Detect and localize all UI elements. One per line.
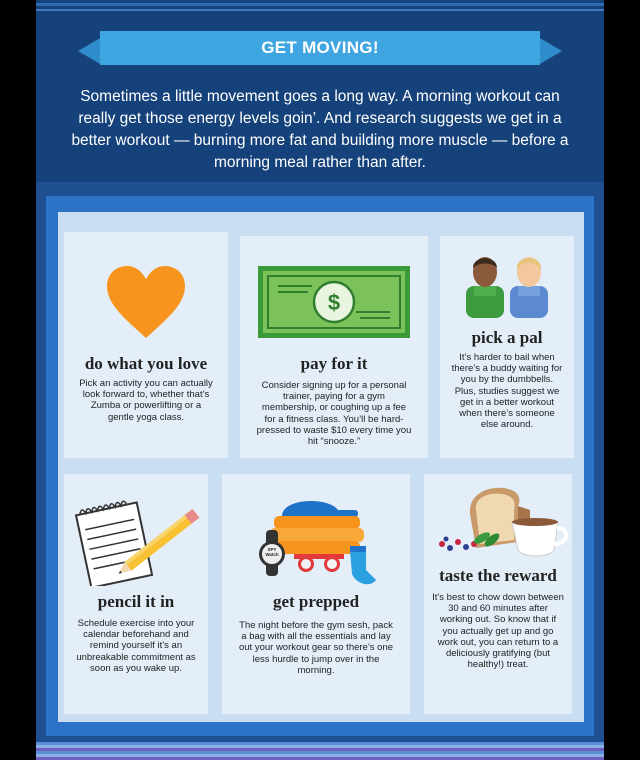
card-title: pick a pal (471, 328, 543, 347)
card-body: It’s best to chow down between 30 and 60 minutes after working out. So know that if you actually get up and go work out, you can return to a deliciously gratifying (but healthy!) treat. (432, 592, 564, 671)
banner-ribbon-right (538, 37, 562, 65)
card-body: Consider signing up for a personal trainer, paying for a gym membership, or coughing up a fee for a fitness class. You’ll be hard-pressed to waste $10 every time you hit “snooze.” (256, 380, 412, 448)
bottom-stripes (36, 742, 604, 760)
banner-ribbon-left (78, 37, 102, 65)
bread-coffee-icon (430, 484, 570, 564)
gym-gear-icon (252, 488, 382, 588)
card-title: pencil it in (97, 592, 175, 611)
card-body: The night before the gym sesh, pack a bag with all the essentials and lay out your workout gear so there’s one less hurdle to jump over in the morning. (238, 620, 394, 676)
tip-card-reward (424, 474, 572, 714)
dollar-bill-icon (258, 266, 410, 338)
svg-text:$: $ (327, 290, 341, 315)
tip-card-pay (240, 236, 428, 458)
card-body: It’s harder to bail when there’s a buddy waiting for you by the dumbbells. Plus, studies suggest we get in a better workout when there’s someone else around. (451, 352, 563, 431)
tip-card-pal (440, 236, 574, 458)
heart-icon (104, 264, 188, 340)
card-title: do what you love (84, 354, 208, 373)
tip-card-love (64, 232, 228, 458)
card-body: Pick an activity you can actually look forward to, whether that’s Zumba or powerlifting or a gentle yoga class. (79, 378, 213, 423)
card-title: get prepped (272, 592, 360, 611)
notepad-pencil-icon (74, 490, 204, 586)
tip-card-prepped (222, 474, 410, 714)
page-title: GET MOVING! (100, 31, 540, 65)
watch-face-label: SPY Watch (265, 547, 279, 557)
card-title: taste the reward (439, 566, 557, 585)
tip-card-pencil (64, 474, 208, 714)
two-friends-icon (464, 250, 550, 318)
intro-text: Sometimes a little movement goes a long way. A morning workout can really get those energy levels goin’. And research suggests we get in a better workout — burning more fat and building more muscle — before a morning meal rather than after. (71, 88, 569, 171)
card-title: pay for it (300, 354, 368, 373)
card-body: Schedule exercise into your calendar beforehand and remind yourself it’s an unbreakable commitment as soon as you wake up. (76, 618, 196, 674)
top-stripes (36, 0, 604, 14)
